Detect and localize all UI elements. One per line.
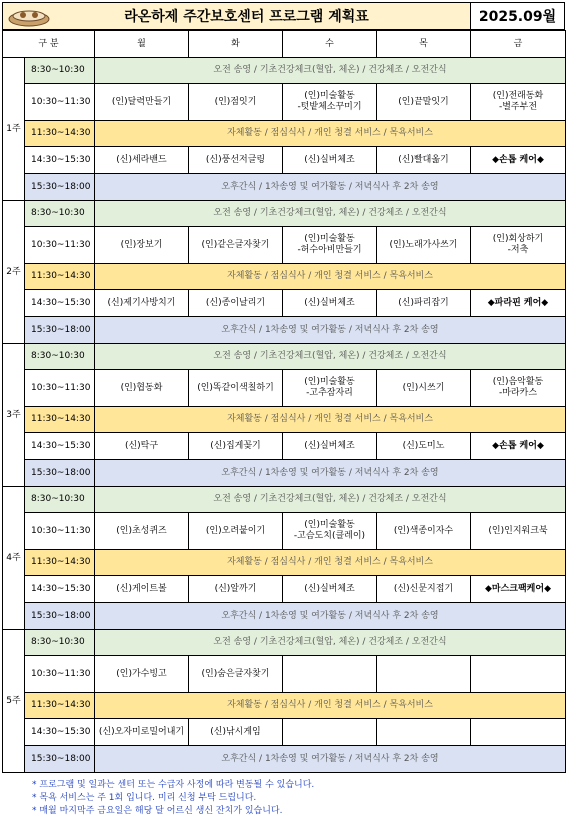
class-cell: [283, 656, 377, 693]
time-cell: 15:30~18:00: [25, 317, 95, 344]
activity-cell: ◆손톱 케어◆: [471, 433, 566, 460]
table-row: [3, 201, 566, 227]
activity-cell: [283, 719, 377, 746]
table-row: [3, 264, 566, 290]
page-title: 라온하제 주간보호센터 프로그램 계획표: [124, 9, 369, 25]
activity-cell: (신)파리잡기: [377, 290, 471, 317]
class-cell: (인)인지워크북: [471, 513, 566, 550]
table-row: [3, 174, 566, 201]
class-cell: (인)장보기: [95, 227, 189, 264]
activity-span: 오전 송영 / 기초건강체크(혈압, 체온) / 건강체조 / 오전간식: [95, 630, 566, 656]
class-cell: (인)시쓰기: [377, 370, 471, 407]
table-row: [3, 433, 566, 460]
class-cell: (인)음악활동 -마라카스: [471, 370, 566, 407]
column-header: 수: [283, 31, 377, 58]
class-cell: (인)회상하기 -저축: [471, 227, 566, 264]
activity-cell: [377, 719, 471, 746]
table-row: [3, 147, 566, 174]
activity-cell: (신)집게꽂기: [189, 433, 283, 460]
activity-cell: (신)실버체조: [283, 576, 377, 603]
table-row: [3, 370, 566, 407]
note-line: * 목욕 서비스는 주 1회 입니다. 미리 신청 부탁 드립니다.: [32, 793, 257, 803]
table-row: [3, 719, 566, 746]
time-cell: 8:30~10:30: [25, 487, 95, 513]
week-label: 3주: [3, 344, 25, 487]
activity-cell: (신)세라밴드: [95, 147, 189, 174]
class-cell: (인)오려붙이기: [189, 513, 283, 550]
table-row: [3, 603, 566, 630]
activity-cell: [471, 719, 566, 746]
activity-cell: (신)제기사방치기: [95, 290, 189, 317]
class-cell: (인)미술활동 -고슴도치(클레이): [283, 513, 377, 550]
activity-cell: (신)오자미로밀어내기: [95, 719, 189, 746]
schedule-page: [2, 2, 565, 818]
table-row: [3, 487, 566, 513]
class-cell: (인)가수빙고: [95, 656, 189, 693]
class-cell: [471, 656, 566, 693]
header-bar: [2, 2, 565, 30]
time-cell: 14:30~15:30: [25, 433, 95, 460]
activity-span: 오후간식 / 1차송영 및 여가활동 / 저녁식사 후 2차 송영: [95, 317, 566, 344]
column-header: 구 분: [3, 31, 95, 58]
class-cell: (인)미술활동 -텃밭체소꾸미기: [283, 84, 377, 121]
class-cell: (인)미술활동 -고추잠자리: [283, 370, 377, 407]
activity-cell: ◆마스크팩케어◆: [471, 576, 566, 603]
activity-span: 오전 송영 / 기초건강체크(혈압, 체온) / 건강체조 / 오전간식: [95, 201, 566, 227]
activity-span: 자체활동 / 점심식사 / 개인 청결 서비스 / 목욕서비스: [95, 121, 566, 147]
table-row: [3, 407, 566, 433]
time-cell: 15:30~18:00: [25, 174, 95, 201]
activity-cell: (신)도미노: [377, 433, 471, 460]
activity-cell: ◆파라핀 케어◆: [471, 290, 566, 317]
month-label: 2025.09월: [470, 3, 564, 29]
time-cell: 8:30~10:30: [25, 201, 95, 227]
class-cell: (인)노래가사쓰기: [377, 227, 471, 264]
class-cell: [377, 656, 471, 693]
table-row: [3, 550, 566, 576]
activity-cell: (신)신문지접기: [377, 576, 471, 603]
table-row: [3, 344, 566, 370]
time-cell: 11:30~14:30: [25, 407, 95, 433]
table-row: [3, 58, 566, 84]
class-cell: (인)색종이자수: [377, 513, 471, 550]
column-header: 목: [377, 31, 471, 58]
class-cell: (인)끝말잇기: [377, 84, 471, 121]
week-label: 5주: [3, 630, 25, 773]
activity-span: 자체활동 / 점심식사 / 개인 청결 서비스 / 목욕서비스: [95, 407, 566, 433]
logo-icon: [7, 5, 51, 27]
week-label: 2주: [3, 201, 25, 344]
column-header: 화: [189, 31, 283, 58]
week-label: 4주: [3, 487, 25, 630]
week-label: 1주: [3, 58, 25, 201]
table-row: [3, 746, 566, 773]
class-cell: (인)똑같이색칠하기: [189, 370, 283, 407]
time-cell: 8:30~10:30: [25, 58, 95, 84]
table-row: [3, 656, 566, 693]
table-row: [3, 290, 566, 317]
time-cell: 14:30~15:30: [25, 719, 95, 746]
activity-span: 오전 송영 / 기초건강체크(혈압, 체온) / 건강체조 / 오전간식: [95, 344, 566, 370]
time-cell: 11:30~14:30: [25, 264, 95, 290]
table-row: [3, 317, 566, 344]
class-cell: (인)점잇기: [189, 84, 283, 121]
activity-cell: ◆손톱 케어◆: [471, 147, 566, 174]
time-cell: 15:30~18:00: [25, 603, 95, 630]
time-cell: 11:30~14:30: [25, 550, 95, 576]
activity-span: 자체활동 / 점심식사 / 개인 청결 서비스 / 목욕서비스: [95, 693, 566, 719]
activity-span: 자체활동 / 점심식사 / 개인 청결 서비스 / 목욕서비스: [95, 550, 566, 576]
activity-cell: (신)실버체조: [283, 147, 377, 174]
activity-cell: (신)풍선저글링: [189, 147, 283, 174]
class-cell: (인)달력만들기: [95, 84, 189, 121]
class-cell: (인)미술활동 -허수아비만들기: [283, 227, 377, 264]
time-cell: 14:30~15:30: [25, 290, 95, 317]
schedule-table: [2, 30, 566, 773]
time-cell: 10:30~11:30: [25, 370, 95, 407]
activity-span: 자체활동 / 점심식사 / 개인 청결 서비스 / 목욕서비스: [95, 264, 566, 290]
activity-cell: (신)종이날리기: [189, 290, 283, 317]
activity-span: 오전 송영 / 기초건강체크(혈압, 체온) / 건강체조 / 오전간식: [95, 58, 566, 84]
time-cell: 15:30~18:00: [25, 746, 95, 773]
activity-span: 오후간식 / 1차송영 및 여가활동 / 저녁식사 후 2차 송영: [95, 746, 566, 773]
note-line: * 프로그램 및 일과는 센터 또는 수급자 사정에 따라 변동될 수 있습니다.: [32, 780, 315, 790]
time-cell: 14:30~15:30: [25, 147, 95, 174]
activity-cell: (신)게이트볼: [95, 576, 189, 603]
activity-span: 오후간식 / 1차송영 및 여가활동 / 저녁식사 후 2차 송영: [95, 603, 566, 630]
activity-cell: (신)실버체조: [283, 290, 377, 317]
activity-cell: (신)실버체조: [283, 433, 377, 460]
time-cell: 15:30~18:00: [25, 460, 95, 487]
table-row: [3, 460, 566, 487]
table-row: [3, 693, 566, 719]
time-cell: 10:30~11:30: [25, 656, 95, 693]
time-cell: 10:30~11:30: [25, 227, 95, 264]
activity-span: 오후간식 / 1차송영 및 여가활동 / 저녁식사 후 2차 송영: [95, 460, 566, 487]
class-cell: (인)초성퀴즈: [95, 513, 189, 550]
table-row: [3, 227, 566, 264]
time-cell: 14:30~15:30: [25, 576, 95, 603]
activity-span: 오후간식 / 1차송영 및 여가활동 / 저녁식사 후 2차 송영: [95, 174, 566, 201]
time-cell: 11:30~14:30: [25, 121, 95, 147]
activity-cell: (신)빨대옮기: [377, 147, 471, 174]
time-cell: 10:30~11:30: [25, 513, 95, 550]
class-cell: (인)전래동화 -별주부전: [471, 84, 566, 121]
table-row: [3, 513, 566, 550]
class-cell: (인)협동화: [95, 370, 189, 407]
activity-cell: (신)낚시게임: [189, 719, 283, 746]
column-header-row: [3, 31, 566, 58]
class-cell: (인)같은글자찾기: [189, 227, 283, 264]
notes: [2, 773, 565, 818]
table-row: [3, 576, 566, 603]
activity-span: 오전 송영 / 기초건강체크(혈압, 체온) / 건강체조 / 오전간식: [95, 487, 566, 513]
column-header: 금: [471, 31, 566, 58]
time-cell: 8:30~10:30: [25, 630, 95, 656]
activity-cell: (신)탁구: [95, 433, 189, 460]
table-row: [3, 84, 566, 121]
time-cell: 8:30~10:30: [25, 344, 95, 370]
class-cell: (인)숨은글자찾기: [189, 656, 283, 693]
activity-cell: (신)알까기: [189, 576, 283, 603]
table-row: [3, 121, 566, 147]
time-cell: 11:30~14:30: [25, 693, 95, 719]
note-line: * 매월 마지막주 금요일은 해당 달 어르신 생신 잔치가 있습니다.: [32, 806, 283, 816]
column-header: 월: [95, 31, 189, 58]
table-row: [3, 630, 566, 656]
time-cell: 10:30~11:30: [25, 84, 95, 121]
